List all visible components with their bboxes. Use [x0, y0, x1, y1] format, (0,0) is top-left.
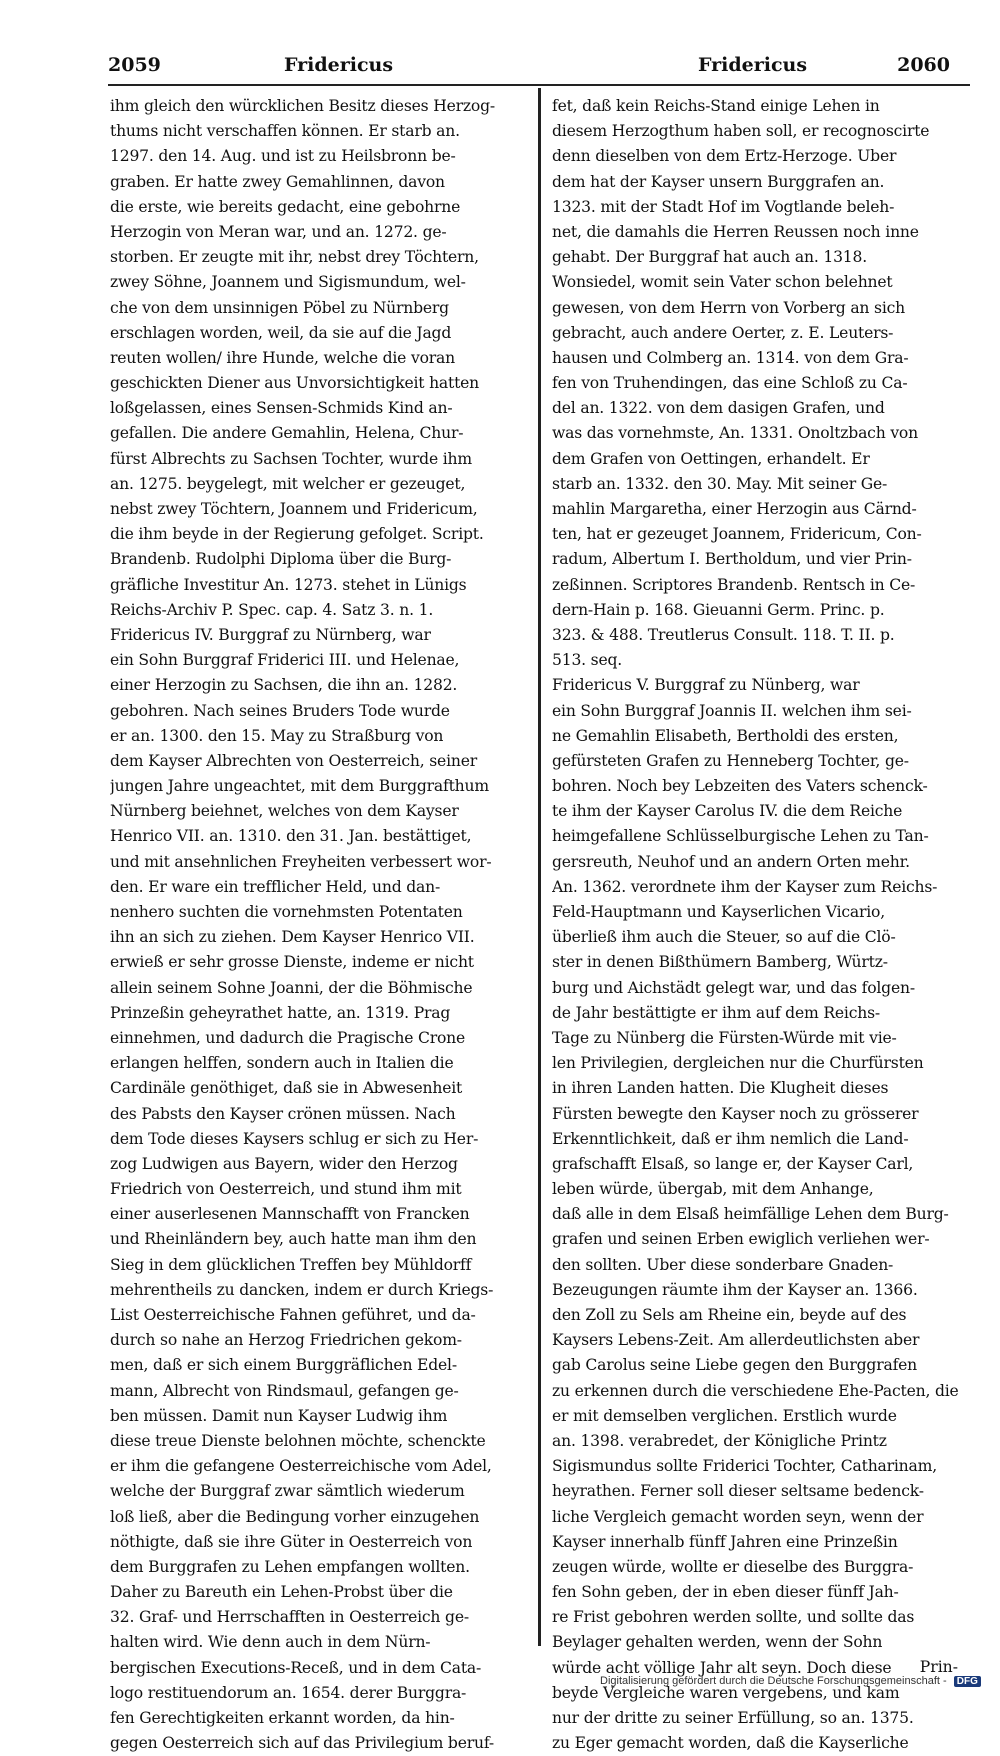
text-line: te ihm der Kayser Carolus IV. die dem Reiche — [552, 802, 903, 821]
text-line: Sigismundus sollte Friderici Tochter, Catharinam, — [552, 1457, 937, 1476]
text-line: mahlin Margaretha, einer Herzogin aus Cärnd- — [552, 500, 917, 518]
text-line: gefürsteten Grafen zu Henneberg Tochter, ge- — [552, 751, 909, 770]
credit-text: Digitalisierung gefördert durch die Deutsche Forschungsgemeinschaft - — [600, 1675, 947, 1687]
text-line: einer auserlesenen Mannschafft von Francken — [110, 1205, 470, 1224]
text-line: gehabt. Der Burggraf hat auch an. 1318. — [552, 248, 867, 267]
text-line: Herzogin von Meran war, und an. 1272. ge- — [110, 222, 447, 241]
text-line: loßgelassen, eines Sensen-Schmids Kind an- — [110, 399, 453, 418]
text-line: liche Vergleich gemacht worden seyn, wenn der — [552, 1507, 924, 1526]
text-line: Bezeugungen räumte ihm der Kayser an. 1366. — [552, 1280, 918, 1299]
text-line: radum, Albertum I. Bertholdum, und vier Prin- — [552, 550, 912, 569]
text-line: re Frist gebohren werden sollte, und sollte das — [552, 1608, 915, 1627]
text-line: den. Er ware ein trefflicher Held, und dan- — [110, 877, 441, 896]
text-line: gefallen. Die andere Gemahlin, Helena, Chur- — [110, 424, 464, 443]
text-line: Henrico VII. an. 1310. den 31. Jan. bestättiget, — [110, 827, 472, 846]
text-line: zog Ludwigen aus Bayern, wider den Herzog — [110, 1154, 458, 1173]
text-line: gersreuth, Neuhof und an andern Orten mehr. — [552, 852, 910, 871]
text-line: del an. 1322. von dem dasigen Grafen, und — [552, 399, 885, 418]
text-line: bohren. Noch bey Lebzeiten des Vaters schenck- — [552, 777, 928, 796]
text-line: allein seinem Sohne Joanni, der die Böhmische — [110, 978, 473, 997]
text-line: fen von Truhendingen, das eine Schloß zu Ca- — [552, 374, 908, 393]
left-column — [110, 94, 528, 1756]
digitization-credit — [600, 1675, 981, 1687]
text-line: beyde Vergleiche waren vergebens, und kam — [552, 1683, 900, 1702]
text-line: ein Sohn Burggraf Friderici III. und Helenae, — [110, 651, 460, 670]
text-line: Beylager gehalten werden, wenn der Sohn — [552, 1633, 883, 1652]
text-line: dem Grafen von Oettingen, erhandelt. Er — [552, 449, 870, 468]
text-line: heyrathen. Ferner soll dieser seltsame bedenck- — [552, 1482, 924, 1501]
text-line: die erste, wie bereits gedacht, eine gebohrne — [110, 197, 461, 216]
text-line: fen Gerechtigkeiten erkannt worden, da hin- — [110, 1709, 455, 1727]
text-line: Brandenb. Rudolphi Diploma über die Burg- — [110, 550, 452, 569]
text-line: Wonsiedel, womit sein Vater schon belehnet — [552, 273, 893, 292]
text-line: an. 1275. beygelegt, mit welcher er gezeuget, — [110, 474, 466, 493]
text-line: hausen und Colmberg an. 1314. von dem Gra- — [552, 348, 909, 367]
text-line: würde acht völlige Jahr alt seyn. Doch diese — [552, 1658, 892, 1677]
text-line: 1297. den 14. Aug. und ist zu Heilsbronn be- — [110, 147, 456, 166]
text-line: che von dem unsinnigen Pöbel zu Nürnberg — [110, 298, 449, 317]
text-line: zu Eger gemacht worden, daß die Kayserliche — [552, 1734, 909, 1753]
text-line: Feld-Hauptmann und Kayserlichen Vicario, — [552, 903, 885, 921]
text-line: er mit demselben verglichen. Erstlich wurde — [552, 1406, 897, 1425]
text-line: dem Kayser Albrechten von Oesterreich, seiner — [110, 751, 478, 770]
text-line: thums nicht verschaffen können. Er starb an. — [110, 122, 460, 141]
text-line: Kaysers Lebens-Zeit. Am allerdeutlichsten aber — [552, 1331, 920, 1350]
text-line: gab Carolus seine Liebe gegen den Burggrafen — [552, 1356, 918, 1375]
running-head-left: Fridericus — [284, 54, 394, 76]
text-line: len Privilegien, dergleichen nur die Churfürsten — [552, 1054, 924, 1073]
text-line: mann, Albrecht von Rindsmaul, gefangen ge- — [110, 1381, 459, 1400]
text-line: denn dieselben von dem Ertz-Herzoge. Uber — [552, 147, 897, 166]
text-line: mehrentheils zu dancken, indem er durch Kriegs- — [110, 1280, 494, 1299]
text-line: was das vornehmste, An. 1331. Onoltzbach von — [552, 424, 918, 443]
text-line: Reichs-Archiv P. Spec. cap. 4. Satz 3. n. 1. — [110, 600, 434, 619]
text-line: An. 1362. verordnete ihm der Kayser zum Reichs- — [552, 877, 938, 896]
text-line: diese treue Dienste belohnen möchte, schenckte — [110, 1431, 486, 1450]
text-line: Cardinäle genöthiget, daß sie in Abwesenheit — [110, 1079, 463, 1098]
text-line: loß ließ, aber die Bedingung vorher einzugehen — [110, 1507, 480, 1526]
text-line: durch so nahe an Herzog Friedrichen gekom- — [110, 1331, 462, 1350]
text-line: ster in denen Bißthümern Bamberg, Würtz- — [552, 953, 888, 972]
text-line: starb an. 1332. den 30. May. Mit seiner Ge- — [552, 474, 888, 493]
text-line: Prinzeßin geheyrathet hatte, an. 1319. Prag — [110, 1003, 451, 1022]
text-line: nur der dritte zu seiner Erfüllung, so an. 1375. — [552, 1709, 914, 1727]
text-line: dern-Hain p. 168. Gieuanni Germ. Princ. p. — [552, 600, 885, 619]
text-line: erwieß er sehr grosse Dienste, indeme er nicht — [110, 953, 474, 972]
text-line: leben würde, übergab, mit dem Anhange, — [552, 1180, 874, 1199]
text-line: burg und Aichstädt gelegt war, und das folgen- — [552, 978, 915, 997]
text-line: Fridericus V. Burggraf zu Nünberg, war — [552, 676, 860, 695]
text-line: zwey Söhne, Joannem und Sigismundum, wel- — [110, 273, 466, 292]
text-line: gegen Oesterreich sich auf das Privilegium beruf- — [110, 1734, 494, 1753]
text-line: er ihm die gefangene Oesterreichische vom Adel, — [110, 1457, 492, 1476]
text-line: dem Tode dieses Kaysers schlug er sich zu Her- — [110, 1129, 479, 1148]
text-line: geschickten Diener aus Unvorsichtigkeit hatten — [110, 374, 480, 393]
text-line: gebohren. Nach seines Bruders Tode wurde — [110, 701, 450, 720]
text-line: net, die damahls die Herren Reussen noch inne — [552, 222, 919, 241]
text-line: ein Sohn Burggraf Joannis II. welchen ihm sei- — [552, 701, 912, 720]
text-line: und mit ansehnlichen Freyheiten verbessert wor- — [110, 852, 492, 871]
text-line: ten, hat er gezeuget Joannem, Fridericum, Con- — [552, 525, 922, 544]
text-line: graben. Er hatte zwey Gemahlinnen, davon — [110, 172, 445, 191]
column-divider — [538, 88, 541, 1646]
text-line: fet, daß kein Reichs-Stand einige Lehen in — [552, 97, 880, 115]
text-line: jungen Jahre ungeachtet, mit dem Burggrafthum — [110, 777, 489, 796]
text-line: zeßinnen. Scriptores Brandenb. Rentsch in Ce- — [552, 575, 916, 594]
text-line: Kayser innerhalb fünff Jahren eine Prinzeßin — [552, 1532, 898, 1551]
text-line: er an. 1300. den 15. May zu Straßburg von — [110, 726, 444, 745]
text-line: Fridericus IV. Burggraf zu Nürnberg, war — [110, 625, 431, 644]
text-line: Sieg in dem glücklichen Treffen bey Mühldorff — [110, 1255, 472, 1274]
text-line: Tage zu Nünberg die Fürsten-Würde mit vie- — [552, 1028, 897, 1047]
text-line: heimgefallene Schlüsselburgische Lehen zu Tan- — [552, 827, 929, 846]
text-line: ne Gemahlin Elisabeth, Bertholdi des ersten, — [552, 726, 899, 745]
text-line: grafschafft Elsaß, so lange er, der Kayser Carl, — [552, 1154, 914, 1173]
text-line: daß alle in dem Elsaß heimfällige Lehen dem Burg- — [552, 1205, 949, 1224]
text-line: einnehmen, und dadurch die Pragische Crone — [110, 1028, 466, 1047]
text-line: 1323. mit der Stadt Hof im Vogtlande beleh- — [552, 197, 895, 216]
text-line: 32. Graf- und Herrschafften in Oesterreich ge- — [110, 1608, 469, 1627]
text-line: fürst Albrechts zu Sachsen Tochter, wurde ihm — [110, 449, 472, 468]
text-line: und Rheinländern bey, auch hatte man ihm den — [110, 1230, 477, 1249]
text-line: einer Herzogin zu Sachsen, die ihn an. 1282. — [110, 676, 458, 695]
text-line: gebracht, auch andere Oerter, z. E. Leuters- — [552, 323, 894, 342]
text-line: Erkenntlichkeit, daß er ihm nemlich die Land- — [552, 1129, 909, 1148]
text-line: Nürnberg beiehnet, welches von dem Kayser — [110, 802, 459, 821]
text-line: Fürsten bewegte den Kayser noch zu grösserer — [552, 1104, 919, 1123]
text-line: diesem Herzogthum haben soll, er recognoscirte — [552, 122, 930, 141]
text-line: welche der Burggraf zwar sämtlich wiederum — [110, 1482, 465, 1501]
text-line: erlangen helffen, sondern auch in Italien die — [110, 1054, 454, 1073]
text-line: gewesen, von dem Herrn von Vorberg an sich — [552, 298, 905, 317]
running-head-right: Fridericus — [698, 54, 808, 76]
text-line: ihm gleich den würcklichen Besitz dieses Herzog- — [110, 97, 495, 115]
text-line: in ihren Landen hatten. Die Klugheit dieses — [552, 1079, 889, 1098]
text-line: überließ ihm auch die Steuer, so auf die Clö- — [552, 928, 896, 947]
text-line: grafen und seinen Erben ewiglich verliehen wer- — [552, 1230, 930, 1249]
text-line: dem hat der Kayser unsern Burggrafen an. — [552, 172, 885, 191]
text-line: zu erkennen durch die verschiedene Ehe-Pacten, die — [552, 1381, 959, 1400]
text-line: nöthigte, daß sie ihre Güter in Oesterreich von — [110, 1532, 473, 1551]
text-line: List Oesterreichische Fahnen geführet, und da- — [110, 1306, 476, 1324]
dfg-logo: DFG — [954, 1676, 981, 1687]
catchword: Prin- — [919, 1658, 958, 1676]
header-rule — [108, 84, 970, 86]
text-line: zeugen würde, wollte er dieselbe des Burggra- — [552, 1557, 914, 1576]
text-line: den sollten. Uber diese sonderbare Gnaden- — [552, 1255, 894, 1274]
text-line: bergischen Executions-Receß, und in dem Cata- — [110, 1658, 482, 1677]
text-line: nenhero suchten die vornehmsten Potentaten — [110, 903, 463, 921]
text-line: die ihm beyde in der Regierung gefolget. Script. — [110, 525, 484, 544]
text-line: reuten wollen/ ihre Hunde, welche die voran — [110, 348, 455, 367]
text-line: an. 1398. verabredet, der Königliche Printz — [552, 1431, 887, 1450]
text-line: de Jahr bestättigte er ihm auf dem Reichs- — [552, 1003, 880, 1022]
text-line: Daher zu Bareuth ein Lehen-Probst über die — [110, 1583, 453, 1602]
text-line: logo restituendorum an. 1654. derer Burggra- — [110, 1683, 467, 1702]
page-number-right: 2060 — [897, 54, 950, 76]
text-line: dem Burggrafen zu Lehen empfangen wollten. — [110, 1557, 470, 1576]
text-line: 513. seq. — [552, 651, 623, 670]
text-line: den Zoll zu Sels am Rheine ein, beyde auf des — [552, 1306, 907, 1324]
text-line: nebst zwey Töchtern, Joannem und Fridericum, — [110, 500, 478, 518]
right-column — [552, 94, 970, 1756]
text-line: storben. Er zeugte mit ihr, nebst drey Töchtern, — [110, 248, 479, 267]
text-line: ihn an sich zu ziehen. Dem Kayser Henrico VII. — [110, 928, 475, 947]
text-line: Friedrich von Oesterreich, und stund ihm mit — [110, 1180, 462, 1199]
page-number-left: 2059 — [108, 54, 161, 76]
text-line: ben müssen. Damit nun Kayser Ludwig ihm — [110, 1406, 448, 1425]
text-line: 323. & 488. Treutlerus Consult. 118. T. II. p. — [552, 625, 895, 644]
text-line: erschlagen worden, weil, da sie auf die Jagd — [110, 323, 452, 342]
text-line: men, daß er sich einem Burggräflichen Edel- — [110, 1356, 457, 1375]
text-line: fen Sohn geben, der in eben dieser fünff Jah- — [552, 1583, 899, 1602]
text-line: des Pabsts den Kayser crönen müssen. Nach — [110, 1104, 456, 1123]
text-line: halten wird. Wie denn auch in dem Nürn- — [110, 1633, 431, 1652]
text-line: gräfliche Investitur An. 1273. stehet in Lünigs — [110, 575, 467, 594]
